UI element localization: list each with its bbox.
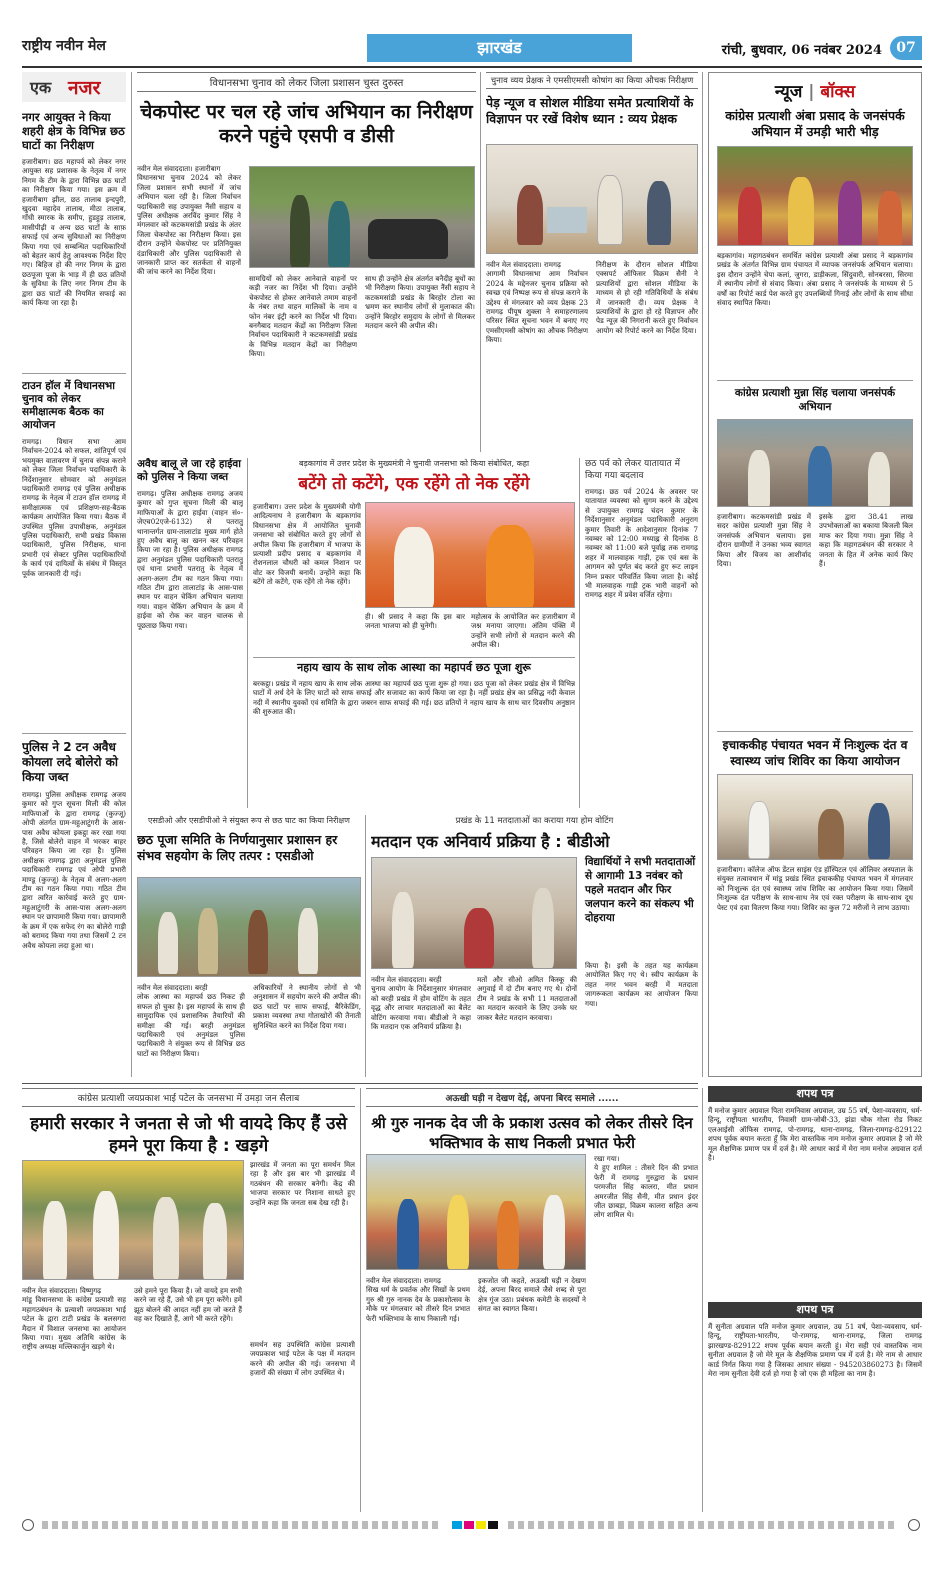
voting-body-2: मतों और सीओ अमित किस्कू की अगुवाई में दो टीम बनाए गए थे। दोनों टीम ने प्रखंड के सभी 11 मतदाताओं का मतदान करवाने के लिए उनके घर जाकर बैलेट मतदान करवाया। — [477, 975, 577, 1022]
gurunanak-body-3: रखा गया। ये हुए शामिल : तीसरे दिन की प्रभात फेरी में रामगढ़ गुरुद्वारा के प्रधान परमजीत सिंह कालरा, मीत प्रधान अमरजीत सिंह सैनी, मीत प्रधान इंदर जीत छाबड़ा, विक्रम कालरा सहित अन्य लोग शामिल थे। — [594, 1154, 698, 1220]
checkpost-story — [137, 72, 476, 452]
affidavit-title-2: शपथ पत्र — [708, 1302, 922, 1318]
ek-nazar-body-2: रामगढ़। विधान सभा आम निर्वाचन-2024 को सफल, शांतिपूर्ण एवं भयमुक्त वातावरण में चुनाव संपन्न कराने को लेकर जिला निर्वाचन पदाधिकारी के निर्देशानुसार सोमवार को अनुमंडल पदाधिकारी रामगढ़ एवं पुलिस अधीक्षक रामगढ़ के नेतृत्व में टाउन हॉल रामगढ़ में समीक्षात्मक एवं प्रशिक्षण-सह-बैठक कार्यक्रम आयोजित किया गया। बैठक में उपस्थित पुलिस उपाधीक्षक, अनुमंडल पुलिस पदाधिकारी, सभी प्रखंड विकास पदाधिकारी, पुलिस निरीक्षक, थाना प्रभारी एवं सेक्टर पुलिस पदाधिकारियों के कार्य एवं दायित्वों के संबंध में विस्तृत पूर्वक जानकारी दी गई। — [22, 437, 126, 578]
affidavits — [708, 1086, 922, 1512]
voting-kicker: प्रखंड के 11 मतदाताओं का कराया गया होम वोटिंग — [455, 816, 614, 826]
munna-headline: कांग्रेस प्रत्याशी मुन्ना सिंह चलाया जनसंपर्क अभियान — [734, 387, 896, 413]
kharge-headline: हमारी सरकार ने जनता से जो भी वायदे किए हैं उसे हमने पूरा किया है : खड़गे — [30, 1114, 347, 1156]
news-box-label: न्यूज | बॉक्स — [774, 82, 856, 102]
sdo-body-1: नवीन मेल संवाददाता। बरही लोक आस्था का महापर्व छठ निकट ही सफल हो चुका है। इस महापर्व के साथ ही सामुदायिक एवं प्रशासनिक तैयारियों की समीक्षा की गई। बरही अनुमंडल पदाधिकारी एवं अनुमंडल पुलिस पदाधिकारी ने संयुक्त रूप से विभिन्न छठ घाटों का निरीक्षण किया। — [137, 983, 245, 1058]
balu-story — [137, 458, 243, 808]
gurunanak-kicker: अऊखी घड़ी न देखण देई, अपना बिरद समाले ...... — [366, 1088, 698, 1107]
checkpost-photo — [249, 166, 475, 268]
kharge-story — [22, 1088, 355, 1512]
voting-story — [371, 815, 698, 1077]
amba-photo — [717, 146, 913, 246]
news-label: न्यूज — [774, 82, 803, 102]
ek-nazar-headline-2: टाउन हॉल में विधानसभा चुनाव को लेकर समीक्षात्मक बैठक का आयोजन — [22, 380, 116, 431]
ek-nazar-body-3: रामगढ़। पुलिस अधीक्षक रामगढ़ अजय कुमार को गुप्त सूचना मिली की कोल माफियाओं के द्वारा रामगढ़ (कुज्जू) ओपी अंतर्गत ग्राम-महुआटुंगरी के आस-पास अवैध कोयला इकट्ठा कर रखा गया है, जिसे बोलेरो वाहन में भरकर बाहर परिवहन किया जा रहा है। पुलिस अधीक्षक रामगढ़ द्वारा अनुमंडल पुलिस पदाधिकारी रामगढ़ एवं ओपी प्रभारी माण्डू (कुज्जू) के नेतृत्व में अलग-अलग टीम का गठन किया गया। गठित टीम द्वारा त्वरित कार्रवाई करते हुए ग्राम-महुआटुंगरी के आस-पास अलग-अलग स्थान पर छापामारी किया गया। छापामारी के क्रम में एक सफेद रंग का बोलेरो गाड़ी को बरामद किया गया तथा जिसमें 2 टन अवैध कोयला लदा हुआ था। — [22, 790, 126, 950]
yogi-body-2: ही। श्री प्रसाद ने कहा कि इस बार जनता भाजपा को ही चुनेगी। — [365, 612, 465, 631]
voting-side-body: किया है। इसी के तहत यह कार्यक्रम आयोजित किए गए थे। स्वीप कार्यक्रम के तहत नगर भवन बरही में मतदाता जागरूकता कार्यक्रम का आयोजन किया गया। — [585, 961, 698, 1008]
news-box — [708, 72, 922, 1077]
dental-photo — [717, 774, 913, 860]
yogi-photo — [365, 502, 575, 608]
affidavit-2: मैं सुनीता अग्रवाल पति मनोज कुमार अग्रवाल, उम्र 51 वर्ष, पेशा-व्यवसाय, धर्म-हिन्दू, राष्ट्रीयता-भारतीय, पो-रामगढ़, थाना-रामगढ़, जिला रामगढ़ झारखण्ड-829122 शपथ पूर्वक बयान करती हूं। मेरा सही एवं वास्तविक नाम सुनीता अग्रवाल है जो मेरे मूल के शैक्षणिक प्रमाण पत्र में दर्ज है। मेरे नाम से आधार कार्ड निर्गत किया गया है जिसका आधार संख्या - 945203860273 है। जिसमें मेरा नाम सुनीता देवी दर्ज हो गया है जो एक ही महिला का नाम है। — [708, 1322, 922, 1379]
sdo-kicker: एसडीओ और एसडीपीओ ने संयुक्त रूप से छठ घाट का किया निरीक्षण — [148, 816, 350, 825]
traffic-kicker: छठ पर्व को लेकर यातायात में किया गया बदलाव — [585, 459, 680, 481]
gurunanak-body-1: नवीन मेल संवाददाता। रामगढ़ सिख धर्म के प्रवर्तक और सिखों के प्रथम गुरु श्री गुरु नानक देव के प्रकाशोत्सव के मौके पर मंगलवार को तीसरे दिन प्रभात फेरी भक्तिभाव के साथ निकाली गई। — [366, 1276, 470, 1323]
sdo-story — [137, 815, 361, 1077]
gurunanak-story — [366, 1088, 698, 1512]
kharge-photo — [22, 1160, 244, 1280]
affidavit-title-1: शपथ पत्र — [708, 1086, 922, 1102]
kharge-body-4: समर्थन सह उपस्थिति कांग्रेस प्रत्याशी जयप्रकाश भाई पटेल के पक्ष में मतदान करने की अपील की गई। जनसभा में हजारों की संख्या में लोग उपस्थित थे। — [250, 1340, 355, 1378]
section-title: झारखंड — [367, 34, 632, 62]
checkpost-body-1: नवीन मेल संवाददाता। हजारीबाग विधानसभा चुनाव 2024 को लेकर जिला प्रशासन सभी स्थानों में जांच अभियान चला रही है। जिला निर्वाचन पदाधिकारी सह उपायुक्त नैंसी सहाय व पुलिस अधीक्षक अरविंद कुमार सिंह ने मंगलवार को कटकमसांडी प्रखंड के अंतर जिला चेकपोस्ट का निरीक्षण किया। इस दौरान उन्होंने चेकपोस्ट पर प्रतिनियुक्त दंडाधिकारी और पुलिस पदाधिकारी से जानकारी प्राप्त कर सतर्कता से वाहनों की जांच करने का निर्देश दिया। — [137, 164, 241, 277]
page-number: 07 — [890, 36, 922, 60]
dental-body: हजारीबाग। कॉलेज ऑफ डेंटल साइंस एंड हॉस्पिटल एवं ऑलिवर अस्पताल के संयुक्त तत्वावधान में मांडू प्रखंड स्थित इचाककीह पंचायत भवन में मंगलवार को निःशुल्क दंत एवं स्वास्थ्य जांच शिविर का आयोजन किया गया। जिसमें निःशुल्क दंत परीक्षण के साथ-साथ नेत्र एवं रक्त परीक्षण के साथ-साथ दूध पेस्ट एवं दवा वितरण किया गया। शिविर का कुल 72 मरीजों ने लाभ उठाया। — [717, 865, 913, 912]
dateline: रांची, बुधवार, 06 नवंबर 2024 — [721, 43, 882, 58]
ek-label: एक — [30, 78, 52, 97]
ek-nazar-headline-3: पुलिस ने 2 टन अवैध कोयला लदे बोलेरो को किया जब्त — [22, 740, 119, 784]
yogi-kicker: बड़कागांव में उत्तर प्रदेश के मुख्यमंत्री ने चुनावी जनसभा को किया संबोधित, कहा — [298, 459, 530, 468]
page-header — [22, 34, 922, 62]
ek-nazar-label — [22, 72, 126, 102]
kharge-body-2: उसे हमने पूरा किया है। जो वायदे हम सभी करने जा रहे हैं, उसे भी हम पूरा करेंगे। हमें झूठ बोलने की आदत नहीं हम जो करते हैं वह कर दिखाते हैं, आगे भी करते रहेंगे। — [134, 1286, 242, 1324]
ek-nazar-column — [22, 72, 126, 1077]
mcmc-photo — [486, 144, 698, 254]
traffic-body: रामगढ़। छठ पर्व 2024 के अवसर पर यातायात व्यवस्था को सुगम करने के उद्देश्य से उपायुक्त रामगढ़ चंदन कुमार के निर्देशानुसार अनुमंडल पदाधिकारी अनुराग कुमार तिवारी के आदेशानुसार दिनांक 7 नवम्बर को 12:00 मध्याह्न से दिनांक 8 नवम्बर को 11:00 बजे पूर्वाह्न तक रामगढ़ शहर में मालवाहक गाड़ी, ट्रक एवं बस के आगमन को पूर्णत बंद करते हुए रूट लाइन निम्न प्रकार परिवर्तित किया जाता है। कोई भी मालवाहक गाड़ी ट्रक भारी वाहनों को रामगढ़ शहर में प्रवेश वर्जित रहेगा। — [585, 487, 698, 600]
chhath-story — [253, 657, 575, 807]
checkpost-body-2: सामग्रियों को लेकर आनेवाले वाहनों पर कड़ी नजर का निर्देश भी दिया। उन्होंने चेकपोस्ट से होकर आनेवाले तमाम वाहनों के नंबर तथा वाहन मालिकों के नाम व फोन नंबर इंट्री करने का निर्देश भी दिया। बनगैबाद मतदान केंद्रों का निरीक्षण जिला निर्वाचन पदाधिकारी ने कटकमसांडी प्रखंड के विभिन्न मतदान केंद्रों का निरीक्षण किया। — [249, 274, 357, 359]
voting-body-1: नवीन मेल संवाददाता। बरही चुनाव आयोग के निर्देशानुसार मंगलवार को बरही प्रखंड में होम वोटिंग के तहत वृद्ध और लाचार मतदाताओं का बैलेट वोटिंग करवाया गया। बीडीओ ने कहा कि मतदान एक अनिवार्य प्रक्रिया है। — [371, 975, 471, 1032]
affidavit-1: मैं मनोज कुमार अग्रवाल पिता रामनिवास अग्रवाल, उम्र 55 वर्ष, पेशा-व्यवसाय, धर्म-हिन्दू, राष्ट्रीयता भारतीय, निवासी ग्राम-जोबी-33, झंडा चौक गोला रोड निकट एलआईसी ऑफिस रामगढ़, पो-रामगढ़, थाना-रामगढ़, जिला-रामगढ़-829122 शपथ पूर्वक बयान करता हूँ कि मेरा वास्तविक नाम मनोज कुमार अग्रवाल है जो मेरे मूल शैक्षणिक प्रमाण पत्र में दर्ज है। मेरे आधार कार्ड में मेरा नाम मनोज अग्रवाल दर्ज है। — [708, 1106, 922, 1163]
mcmc-body-2: निरीक्षण के दौरान सोशल मीडिया एक्सपर्ट ऑफिसर विक्रम सैनी ने प्रत्याशियों द्वारा सोशल मीडिया के माध्यम से हो रही गतिविधियों के संबंध में जानकारी दी। व्यय प्रेक्षक ने प्रत्याशियों के द्वारा हो रहे विज्ञापन और पेड न्यूज़ की निगरानी करते हुए निर्वाचन आयोग को रिपोर्ट करने का निर्देश दिया। — [596, 260, 698, 335]
mcmc-body-1: नवीन मेल संवाददाता। रामगढ़ आगामी विधानसभा आम निर्वाचन 2024 के मद्देनजर चुनाव प्रक्रिया को स्वच्छ एवं निष्पक्ष रूप से संपन्न कराने के उद्देश्य से मंगलवार को व्यय प्रेक्षक 23 रामगढ़ पीयूष शुक्ला ने समाहरणालय परिसर स्थित सूचना भवन में बनाए गए एमसीएमसी कोषांग का औचक निरीक्षण किया। — [486, 260, 588, 345]
yogi-story — [253, 458, 575, 653]
kharge-kicker: कांग्रेस प्रत्याशी जयप्रकाश भाई पटेल के जनसभा में उमड़ा जन सैलाब — [22, 1088, 355, 1107]
balu-headline: अवैध बालू ले जा रहे हाईवा को पुलिस ने किया जब्त — [137, 458, 241, 483]
checkpost-body-3: साथ ही उन्होंने क्षेत्र अंतर्गत बनैदीह बूथों का भी निरीक्षण किया। उपायुक्त नैंसी सहाय ने कटकमसांडी प्रखंड के बिरहोर टोला का भ्रमण कर स्थानीय लोगों से मुलाकात की। उन्होंने बिरहोर समुदाय के लोगों से मिलकर मतदान करने की अपील की। — [365, 274, 475, 331]
voting-side-headline: विद्यार्थियों ने सभी मतदाताओं से आगामी 13 नवंबर को पहले मतदान और फिर जलपान करने का संकल्प भी दोहराया — [585, 856, 696, 924]
mcmc-story — [486, 72, 698, 452]
yogi-body-3: महोत्सव के आयोजित कर हजारीबाग में जश्न मनाया जाएगा। अंतिम पंक्ति में उन्होंने सभी लोगों से मतदान करने की अपील की। — [471, 612, 575, 650]
mcmc-headline: पेड़ न्यूज व सोशल मीडिया समेत प्रत्याशियों के विज्ञापन पर रखें विशेष ध्यान : व्यय प्रेक्षक — [486, 95, 694, 126]
mcmc-kicker: चुनाव व्यय प्रेक्षक ने एमसीएमसी कोषांग का किया औचक निरीक्षण — [486, 72, 698, 89]
checkpost-headline: चेकपोस्ट पर चल रहे जांच अभियान का निरीक्षण करने पहुंचे एसपी व डीसी — [140, 101, 473, 147]
chhath-headline: नहाय खाय के साथ लोक आस्था का महापर्व छठ पूजा शुरू — [253, 657, 575, 675]
voting-headline: मतदान एक अनिवार्य प्रक्रिया है : बीडीओ — [371, 832, 610, 851]
header-rule — [22, 66, 922, 68]
voting-photo — [371, 857, 577, 969]
munna-body-2: इसके द्वारा 38.41 लाख उपभोक्ताओं का बकाया बिजली बिल माफ कर दिया गया। मुन्ना सिंह ने कहा कि महागठबंधन की सरकार ने जनता के हित में अनेक कार्य किए हैं। — [819, 512, 913, 569]
gurunanak-body-2: इकजोत जी कहते, अऊखी घड़ी न देखण देई, अपना बिरद समाले जैसे शब्द से पूरा क्षेत्र गूंज उठा। प्रबंधक कमेटी के सदस्यों ने संगत का स्वागत किया। — [478, 1276, 586, 1314]
amba-body: बड़कागांव। महागठबंधन समर्थित कांग्रेस प्रत्याशी अंबा प्रसाद ने बड़कागांव प्रखंड के अंतर्गत विभिन्न ग्राम पंचायत में व्यापक जनसंपर्क अभियान चलाया। इस दौरान उन्होंने चेपा कलां, जुगरा, डाड़ीकला, सिंदुवारी, सोनबरसा, सिरमा में स्थानीय लोगों से संवाद किया। अंबा प्रसाद ने जनसंपर्क के माध्यम से 5 वर्षों का रिपोर्ट कार्ड पेश करते हुए उपलब्धियों गिनाई और लोगों के साथ सीधा संवाद स्थापित किया। — [717, 251, 913, 308]
kharge-body-1: नवीन मेल संवाददाता। विष्णुगढ़ मांडू विधानसभा के कांग्रेस प्रत्याशी सह महागठबंधन के प्रत्याशी जयप्रकाश भाई पटेल के द्वारा टाटी प्रखंड के बलसगरा मैदान में विशाल जनसभा का आयोजन किया गया। मुख्य अतिथि कांग्रेस के राष्ट्रीय अध्यक्ष मल्लिकार्जुन खड़गे थे। — [22, 1286, 126, 1352]
gurunanak-headline: श्री गुरु नानक देव जी के प्रकाश उत्सव को लेकर तीसरे दिन भक्तिभाव के साथ निकली प्रभात फेरी — [371, 1114, 693, 1152]
checkpost-kicker: विधानसभा चुनाव को लेकर जिला प्रशासन चुस्त दुरुस्त — [137, 72, 476, 92]
box-label: बॉक्स — [820, 82, 856, 102]
sdo-photo — [137, 877, 361, 977]
sdo-headline: छठ पूजा समिति के निर्णयानुसार प्रशासन हर संभव सहयोग के लिए तत्पर : एसडीओ — [137, 832, 338, 863]
munna-photo — [717, 419, 913, 507]
ek-nazar-headline-1: नगर आयुक्त ने किया शहरी क्षेत्र के विभिन्न छठ घाटों का निरीक्षण — [22, 110, 125, 152]
balu-body: रामगढ़। पुलिस अधीक्षक रामगढ़ अजय कुमार को गुप्त सूचना मिली की बालू माफियाओं के द्वारा हाईवा (वाहन सं०- जेएच02एजे-6132) से पतरातु थानान्तर्गत ग्राम-तालाटांड मुख्य मार्ग होते हुए अवैध बालू का खनन कर परिवहन किया जा रहा है। पुलिस अधीक्षक रामगढ़ द्वारा अनुमंडल पुलिस पदाधिकारी पतरातु एवं थाना प्रभारी पतरातु के नेतृत्व में अलग-अलग टीम का गठन किया गया। गठित टीम द्वारा तालाटांड़ के आस-पास स्थान पर वाहन चेकिंग अभियान चलाया गया। वाहन चेकिंग अभियान के क्रम में हाईवा को रोक कर वाहन चालक से पूछताछ किया गया। — [137, 489, 243, 630]
dental-headline: इचाककीह पंचायत भवन में निःशुल्क दंत व स्वास्थ्य जांच शिविर का किया आयोजन — [722, 738, 908, 768]
ek-nazar-body-1: हजारीबाग। छठ महापर्व को लेकर नगर आयुक्त सह प्रशासक के नेतृत्व में नगर निगम के टीम के द्वारा विभिन्न छठ घाटों का निरीक्षण किया गया। इस क्रम में हजारीबाग झील, छठ तालाब इन्दपुरी, खुदवा महादेव तालाब, मीठा तालाब, गाँधी स्मारक के समीप, हुडहुड़ तालाब, मासीपीढ़ी व अन्य छठ घाटों के साफ़ सफाई एवं अन्य सुविधाओं का निरीक्षण किया गया एवं सम्बन्धित पदाधिकारियों को बेहतर कार्य हेतु आवश्यक निर्देश दिए गए। बिहिज हो की नगर निगम के द्वारा छठपूजा पूजा के भाड़ में ही छठ व्रतियों के सुविधा के लिए नगर निगम टीम के द्वारा छठ घाटों की नियमित सफाई का कार्य किया जा रहा है। — [22, 157, 126, 308]
sdo-body-2: अधिकारियों ने स्थानीय लोगों से भी अनुशासन में सहयोग करने की अपील की। छठ घाटों पर साफ सफाई, बैरिकेडिंग, प्रकाश व्यवस्था तथा गोताखोरों की तैनाती सुनिश्चित करने का निर्देश दिया गया। — [253, 983, 361, 1030]
yogi-headline: बटेंगे तो कटेंगे, एक रहेंगे तो नेक रहेंगे — [298, 474, 530, 494]
munna-body-1: हजारीबाग। कटकमसांडी प्रखंड में सदर कांग्रेस प्रत्याशी मुन्ना सिंह ने जनसंपर्क अभियान चलाया। इस दौरान ग्रामीणों ने उनका भव्य स्वागत किया और विजय का आशीर्वाद दिया। — [717, 512, 811, 569]
traffic-story — [585, 458, 698, 808]
amba-headline: कांग्रेस प्रत्याशी अंबा प्रसाद के जनसंपर्क अभियान में उमड़ी भारी भीड़ — [725, 108, 905, 139]
print-registration-bar — [22, 1516, 922, 1534]
masthead: राष्ट्रीय नवीन मेल — [22, 38, 106, 54]
kharge-body-3: झारखंड में जनता का पूरा समर्थन मिल रहा है और इस बार भी झारखंड में गठबंधन की सरकार बनेगी। केंद्र की भाजपा सरकार पर निशाना साधते हुए उन्होंने कहा कि जनता सब देख रही है। — [250, 1160, 355, 1207]
yogi-body-1: हजारीबाग। उत्तर प्रदेश के मुख्यमंत्री योगी आदित्यनाथ ने हजारीबाग के बड़कागांव विधानसभा क्षेत्र में आयोजित चुनावी जनसभा को संबोधित करते हुए लोगों से अपील किया कि हजारीबाग में भाजपा के प्रत्याशी प्रदीप प्रसाद व बड़कागांव में रोशनलाल चौधरी को कमल निशान पर वोट कर विजयी बनायें। उन्होंने कहा कि बटेंगे तो कटेंगे, एक रहेंगे तो नेक रहेंगे। — [253, 502, 361, 587]
nazar-label: नजर — [68, 77, 101, 99]
chhath-body: बरकट्ठा। प्रखंड में नहाय खाय के साथ लोक आस्था का महापर्व छठ पूजा शुरू हो गया। छठ पूजा को लेकर प्रखंड क्षेत्र में विभिन्न घाटों में अर्ध देने के लिए घाटों को साफ सफाई और सजावट का कार्य किया जा रहा है। नहीं प्रखंड क्षेत्र का प्रसिद्ध नदी केवाल नदी में स्थानीय युवकों एवं समिति के द्वारा जबरन साफ सफाई की गई। छठ व्रतियों ने नहाय खाय के साथ चार दिवसीय अनुष्ठान की शुरुआत की। — [253, 679, 575, 717]
gurunanak-photo — [366, 1154, 586, 1270]
